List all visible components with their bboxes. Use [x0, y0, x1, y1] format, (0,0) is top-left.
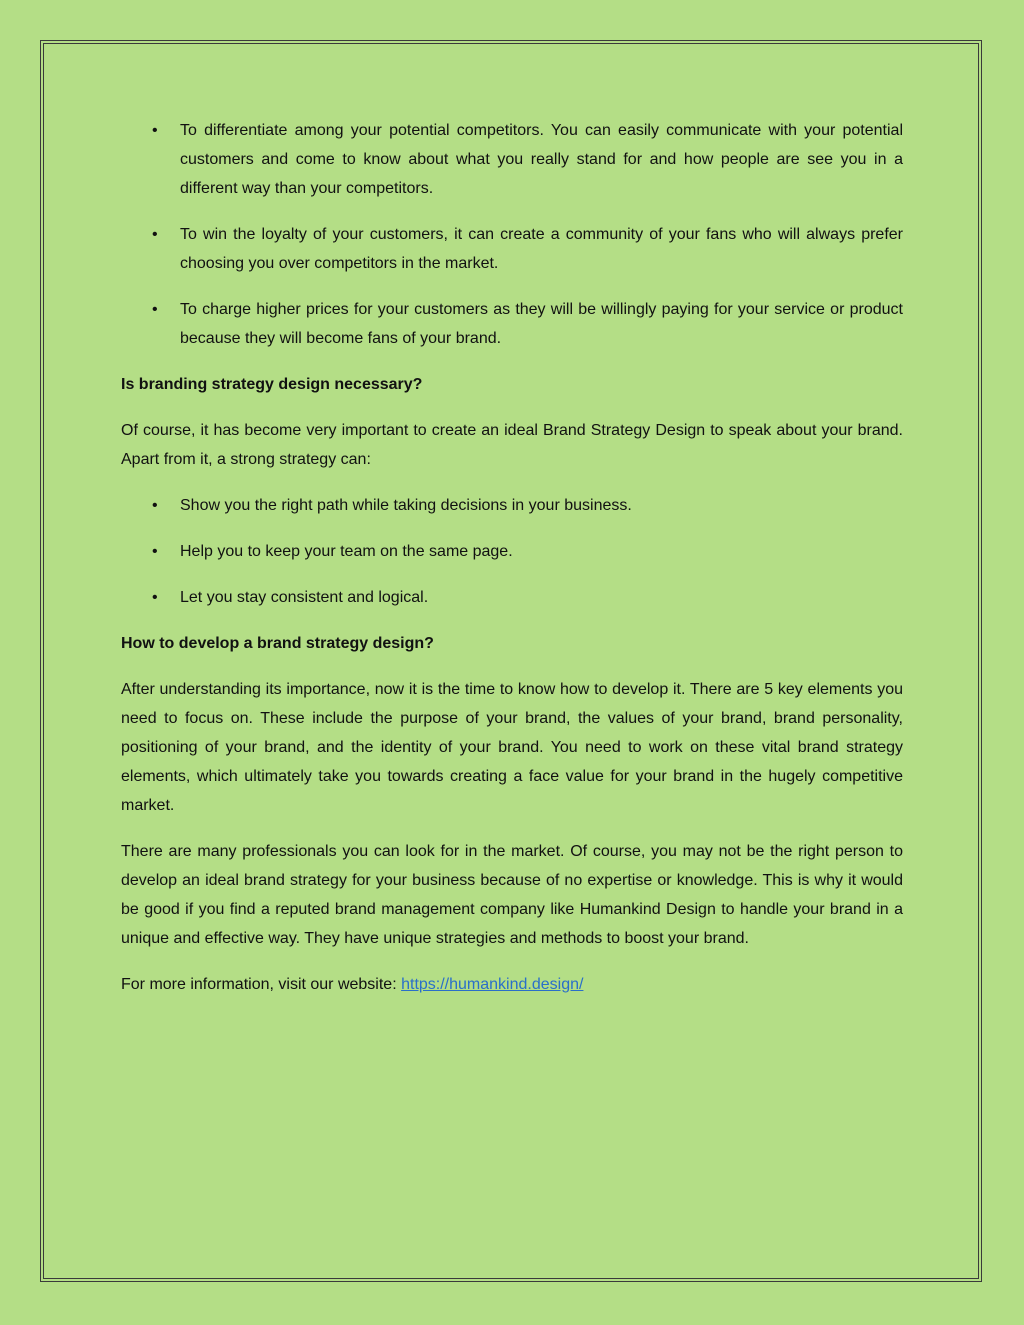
list-item-text: To charge higher prices for your customers as they will be willingly paying for your service or product because they will become fans of your brand. [180, 301, 903, 347]
list-item-text: Help you to keep your team on the same page. [180, 543, 513, 560]
heading-develop: How to develop a brand strategy design? [121, 635, 434, 652]
heading-necessary: Is branding strategy design necessary? [121, 376, 423, 393]
footer-prefix: For more information, visit our website: [121, 976, 402, 993]
list-item-text: Let you stay consistent and logical. [180, 589, 429, 606]
list-item [121, 583, 903, 612]
bullet-icon: • [152, 226, 158, 243]
document-body [121, 116, 903, 1016]
bullet-icon: • [152, 122, 158, 139]
list-item [121, 491, 903, 520]
bullet-icon: • [152, 543, 158, 560]
benefits-list [121, 116, 903, 353]
footer-line [121, 970, 903, 999]
bullet-icon: • [152, 497, 158, 514]
list-item-text: Show you the right path while taking decisions in your business. [180, 497, 632, 514]
list-item [121, 295, 903, 353]
website-link[interactable]: https://humankind.design/ [401, 976, 584, 993]
bullet-icon: • [152, 589, 158, 606]
list-item [121, 116, 903, 203]
list-item-text: To differentiate among your potential competitors. You can easily communicate with your potential customers and come to know about what you really stand for and how people are see you in a different way than your competitors. [180, 122, 903, 197]
list-item [121, 220, 903, 278]
strategy-list [121, 491, 903, 612]
list-item-text: To win the loyalty of your customers, it can create a community of your fans who will always prefer choosing you over competitors in the market. [180, 226, 903, 272]
bullet-icon: • [152, 301, 158, 318]
paragraph-course: Of course, it has become very important to create an ideal Brand Strategy Design to speak about your brand. Apart from it, a strong strategy can: [121, 422, 903, 468]
paragraph-professionals: There are many professionals you can look for in the market. Of course, you may not be the right person to develop an ideal brand strategy for your business because of no expertise or knowledge. This is why it would be good if you find a reputed brand management company like Humankind Design to handle your brand in a unique and effective way. They have unique strategies and methods to boost your brand. [121, 843, 903, 947]
paragraph-after: After understanding its importance, now it is the time to know how to develop it. There are 5 key elements you need to focus on. These include the purpose of your brand, the values of your brand, brand personality, positioning of your brand, and the identity of your brand. You need to work on these vital brand strategy elements, which ultimately take you towards creating a face value for your brand in the hugely competitive market. [121, 681, 903, 814]
list-item [121, 537, 903, 566]
